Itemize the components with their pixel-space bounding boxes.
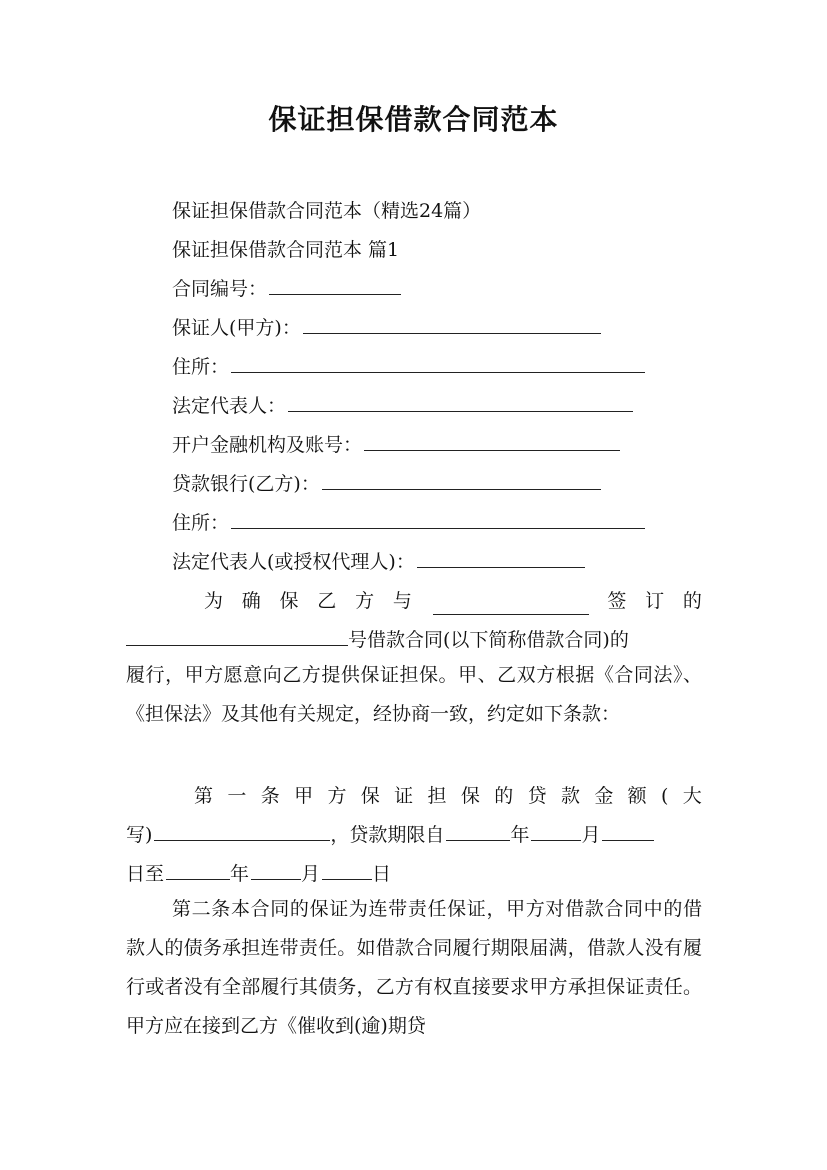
lender-blank xyxy=(322,471,601,490)
lender-label: 贷款银行(乙方)： xyxy=(172,473,320,495)
lender-legal-rep-field xyxy=(172,548,585,576)
end-day-blank xyxy=(322,861,372,880)
article-1-char: 大 xyxy=(682,785,702,807)
preamble-char: 方 xyxy=(355,590,375,612)
bank-account-field xyxy=(172,431,620,459)
article-1-char: 保 xyxy=(460,785,480,807)
year-label: 年 xyxy=(230,863,250,885)
article-1-char: 款 xyxy=(560,785,580,807)
article-1-char: 额 xyxy=(627,785,647,807)
month-label: 月 xyxy=(581,824,601,846)
year-label: 年 xyxy=(510,824,530,846)
lender-field xyxy=(172,470,601,498)
preamble-char: 保 xyxy=(279,590,299,612)
lender-address-label: 住所： xyxy=(172,512,230,534)
article-1-char: 担 xyxy=(427,785,447,807)
article-2-paragraph xyxy=(126,890,702,1050)
contract-number-blank xyxy=(269,276,401,295)
preamble-line-2 xyxy=(126,626,702,654)
lender-address-blank xyxy=(231,510,645,529)
article-1-prefix: 写) xyxy=(126,824,153,846)
month-label: 月 xyxy=(301,863,321,885)
loan-term-label: ，贷款期限自 xyxy=(330,824,445,846)
guarantor-address-blank xyxy=(231,354,645,373)
section-heading: 保证担保借款合同范本 篇1 xyxy=(172,239,400,261)
preamble-char: 乙 xyxy=(317,590,337,612)
preamble-char: 为 xyxy=(204,590,224,612)
bank-account-blank xyxy=(364,432,620,451)
start-month-blank xyxy=(531,822,581,841)
start-day-blank xyxy=(602,822,654,841)
article-1-char: 第 xyxy=(194,785,214,807)
article-1-char: 方 xyxy=(327,785,347,807)
contract-number-field xyxy=(172,275,401,303)
article-1-line-3 xyxy=(126,860,702,888)
preamble-party-blank xyxy=(433,596,589,615)
guarantor-legal-rep-field xyxy=(172,392,633,420)
loan-contract-number-blank xyxy=(126,627,348,646)
guarantor-legal-rep-label: 法定代表人： xyxy=(172,395,287,417)
article-1-char: 条 xyxy=(260,785,280,807)
preamble-line-1 xyxy=(126,587,702,615)
bank-account-label: 开户金融机构及账号： xyxy=(172,434,363,456)
loan-amount-blank xyxy=(154,822,330,841)
end-month-blank xyxy=(251,861,301,880)
preamble-char: 订 xyxy=(645,590,665,612)
article-2-text: 第二条本合同的保证为连带责任保证，甲方对借款合同中的借款人的债务承担连带责任。如借款合同履行期限届满，借款人没有履行或者没有全部履行其债务，乙方有权直接要求甲方承担保证责任。甲方应在接到乙方《催收到(逾)期贷 xyxy=(126,898,702,1037)
article-1-char: 证 xyxy=(394,785,414,807)
day-to-label: 日至 xyxy=(126,863,165,885)
guarantor-label: 保证人(甲方)： xyxy=(172,317,301,339)
article-1-line-2 xyxy=(126,821,702,849)
end-year-blank xyxy=(166,861,230,880)
lender-address-field xyxy=(172,509,645,537)
preamble-char: 确 xyxy=(241,590,261,612)
preamble-char: 的 xyxy=(682,590,702,612)
day-label: 日 xyxy=(372,863,392,885)
article-1-char: 的 xyxy=(494,785,514,807)
guarantor-legal-rep-blank xyxy=(288,393,633,412)
document-title: 保证担保借款合同范本 xyxy=(268,103,559,136)
lender-legal-rep-blank xyxy=(417,549,585,568)
article-1-char: 保 xyxy=(360,785,380,807)
subtitle-line: 保证担保借款合同范本（精选24篇） xyxy=(172,200,482,222)
start-year-blank xyxy=(446,822,510,841)
preamble-paragraph: 履行，甲方愿意向乙方提供保证担保。甲、乙双方根据《合同法》、《担保法》及其他有关规定，经协商一致，约定如下条款： xyxy=(126,664,702,725)
guarantor-address-field xyxy=(172,353,645,381)
preamble-line-2-text: 号借款合同(以下简称借款合同)的 xyxy=(348,629,629,651)
guarantor-blank xyxy=(303,315,601,334)
article-1-char: ( xyxy=(661,785,669,807)
guarantor-field xyxy=(172,314,601,342)
lender-legal-rep-label: 法定代表人(或授权代理人)： xyxy=(172,551,415,573)
article-1-char: 一 xyxy=(227,785,247,807)
guarantor-address-label: 住所： xyxy=(172,356,230,378)
contract-number-label: 合同编号： xyxy=(172,278,268,300)
article-1-line-1 xyxy=(126,782,702,810)
article-1-char: 贷 xyxy=(527,785,547,807)
article-1-char: 甲 xyxy=(294,785,314,807)
preamble-char: 签 xyxy=(607,590,627,612)
preamble-char: 与 xyxy=(392,590,412,612)
article-1-char: 金 xyxy=(594,785,614,807)
